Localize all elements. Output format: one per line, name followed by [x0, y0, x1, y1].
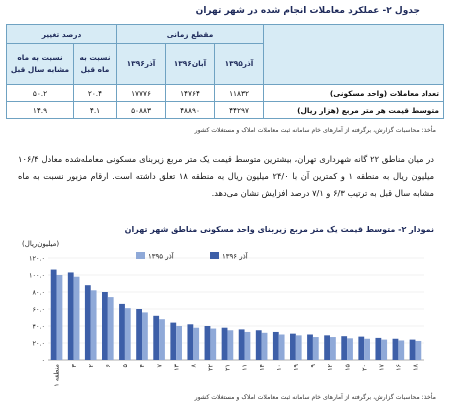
x-tick-label: منطقه ۱: [52, 364, 61, 387]
x-tick-label: ۸: [189, 364, 198, 368]
bar-azar1395: [210, 329, 216, 360]
table-row: [7, 85, 444, 102]
x-tick-label: ۲۱: [223, 364, 232, 371]
bar-azar1396: [290, 334, 296, 360]
legend-swatch-azar1396: [210, 252, 219, 259]
col-header-vs-prev-year: نسبت به ماه مشابه سال قبل: [7, 44, 74, 85]
table-corner: [264, 25, 444, 85]
bar-azar1396: [153, 316, 159, 360]
bar-azar1395: [262, 333, 268, 360]
bar-azar1396: [410, 340, 416, 360]
x-tick-label: ۳: [69, 364, 78, 368]
bar-azar1395: [91, 290, 97, 360]
bar-azar1395: [347, 338, 353, 360]
col-header-azar1395: آذر۱۳۹۵: [215, 44, 264, 85]
x-tick-label: ۲۰: [360, 364, 369, 371]
cell-vs-prev-year: ۱۴.۹: [7, 102, 74, 119]
bar-azar1395: [125, 308, 131, 360]
x-tick-label: ۹: [309, 364, 318, 368]
legend-swatch-azar1395: [136, 252, 145, 259]
y-tick-label: ۴۰.۰: [32, 322, 45, 331]
bar-azar1396: [187, 324, 193, 360]
legend-label-azar1396: آذر ۱۳۹۶: [222, 252, 248, 261]
bar-azar1396: [341, 336, 347, 360]
x-tick-label: ۱۳: [172, 364, 181, 371]
bar-azar1395: [398, 340, 404, 360]
cell-azar1396: ۵۰۸۸۳: [117, 102, 166, 119]
y-tick-label: ۰: [41, 356, 45, 365]
cell-azar1396: ۱۷۷۷۶: [117, 85, 166, 102]
col-header-aban1396: آبان۱۳۹۶: [166, 44, 215, 85]
y-tick-label: ۸۰.۰: [32, 288, 45, 297]
chart-title: نمودار ۲- متوسط قیمت یک متر مربع زیربنای واحد مسکونی مناطق شهر تهران: [124, 225, 434, 234]
y-tick-label: ۲۰.۰: [32, 339, 45, 348]
cell-vs-prev-month: ۴.۱: [74, 102, 117, 119]
bar-azar1396: [119, 304, 125, 360]
table-source-note: مأخذ: محاسبات گزارش، برگرفته از آمارهای خام سامانه ثبت معاملات املاک و مستغلات کشور: [194, 127, 436, 134]
body-paragraph: در میان مناطق ۲۲ گانه شهرداری تهران، بیشترین متوسط قیمت یک متر مربع زیربنای مسکونی معامله‌شده معادل ۱۰۶/۴ میلیون ریال به منطقه ۱ و کمترین آن با ۲۴/۰ میلیون ریال به منطقه ۱۸ تعلق داشته است. ارقام مزبور نسبت به ماه مشابه سال قبل به ترتیب ۶/۳ و ۷/۱ درصد افزایش نشان می‌دهد.: [18, 154, 435, 198]
y-tick-label: ۱۲۰.۰: [28, 254, 45, 263]
bar-azar1396: [393, 339, 399, 360]
x-tick-label: ۱۹: [292, 364, 301, 371]
chart-unit-label: (میلیون‌ریال): [22, 240, 60, 248]
x-tick-label: ۱۶: [394, 364, 403, 371]
table-title: جدول ۲- عملکرد معاملات انجام شده در شهر تهران: [195, 6, 420, 16]
bar-azar1396: [102, 292, 108, 360]
x-tick-label: ۴: [138, 364, 147, 368]
bar-azar1395: [74, 277, 80, 360]
bar-azar1396: [51, 270, 57, 360]
bar-azar1395: [279, 335, 285, 361]
bar-azar1395: [108, 297, 114, 360]
bar-azar1395: [313, 337, 319, 360]
bar-azar1396: [273, 332, 279, 360]
x-tick-label: ۱۸: [411, 364, 420, 371]
bar-azar1396: [375, 338, 381, 360]
bar-azar1396: [256, 330, 262, 360]
y-tick-label: ۶۰.۰: [32, 305, 45, 314]
x-tick-label: ۷: [155, 364, 164, 368]
bar-azar1396: [222, 328, 228, 360]
bar-azar1395: [159, 319, 165, 360]
bar-azar1395: [296, 335, 302, 360]
x-tick-label: ۶: [104, 364, 113, 368]
x-tick-label: ۱۱: [240, 364, 249, 371]
bar-azar1396: [307, 335, 313, 361]
chart-source-note: مأخذ: محاسبات گزارش، برگرفته از آمارهای خام سامانه ثبت معاملات املاک و مستغلات کشور: [194, 394, 436, 401]
bar-azar1395: [415, 341, 421, 360]
x-tick-label: ۲: [86, 364, 95, 368]
bar-azar1395: [364, 339, 370, 360]
transactions-table: [6, 24, 444, 119]
bar-azar1395: [381, 340, 387, 360]
legend-label-azar1395: آذر ۱۳۹۵: [148, 252, 174, 261]
bar-azar1396: [324, 335, 330, 360]
col-header-azar1396: آذر۱۳۹۶: [117, 44, 166, 85]
col-header-vs-prev-month: نسبت به ماه قبل: [74, 44, 117, 85]
cell-vs-prev-year: ۵۰.۲: [7, 85, 74, 102]
bar-azar1396: [205, 326, 211, 360]
bar-azar1396: [239, 329, 245, 360]
x-tick-label: ۱۵: [343, 364, 352, 371]
bar-azar1395: [57, 275, 63, 360]
row-label: متوسط قیمت هر متر مربع (هزار ریال): [264, 102, 444, 119]
cell-vs-prev-month: ۲۰.۴: [74, 85, 117, 102]
bar-azar1395: [330, 337, 336, 360]
bar-azar1395: [227, 330, 233, 360]
table-row: [7, 102, 444, 119]
bar-azar1396: [85, 285, 91, 360]
row-label: تعداد معاملات (واحد مسکونی): [264, 85, 444, 102]
bar-azar1395: [245, 332, 251, 360]
x-tick-label: ۱۷: [377, 364, 386, 371]
x-tick-label: ۱۴: [257, 364, 266, 371]
price-bar-chart: [14, 248, 434, 394]
bar-azar1396: [136, 309, 142, 360]
group-header-change: درصد تغییر: [7, 25, 117, 44]
group-header-time: مقطع زمانی: [117, 25, 264, 44]
bar-azar1396: [68, 272, 74, 360]
bar-azar1395: [142, 312, 148, 360]
x-tick-label: ۱۰: [274, 364, 283, 371]
bar-azar1396: [358, 337, 364, 360]
bar-azar1395: [176, 326, 182, 360]
y-tick-label: ۱۰۰.۰: [28, 271, 45, 280]
x-tick-label: ۲۲: [206, 364, 215, 371]
x-tick-label: ۵: [121, 364, 130, 368]
bar-azar1395: [193, 328, 199, 360]
cell-aban1396: ۴۸۸۹۰: [166, 102, 215, 119]
cell-azar1395: ۴۴۲۹۷: [215, 102, 264, 119]
bar-azar1396: [170, 323, 176, 360]
x-tick-label: ۱۲: [326, 364, 335, 371]
cell-azar1395: ۱۱۸۳۲: [215, 85, 264, 102]
cell-aban1396: ۱۴۷۶۴: [166, 85, 215, 102]
